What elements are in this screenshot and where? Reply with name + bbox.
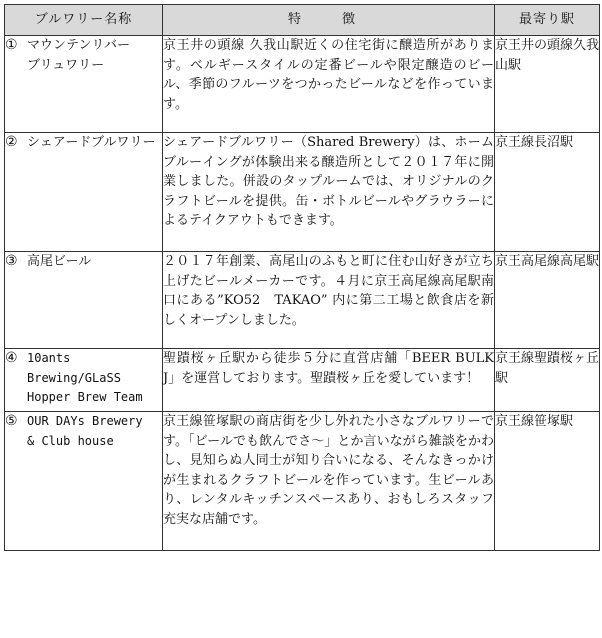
brewery-name: 10ants Brewing/GLaSS Hopper Brew Team [27, 351, 143, 404]
nearest-station: 京王井の頭線久我山駅 [495, 36, 600, 133]
nearest-station: 京王線長沼駅 [495, 133, 600, 252]
brewery-name-cell [5, 412, 163, 551]
table-row [5, 133, 600, 252]
table-row [5, 349, 600, 412]
nearest-station: 京王高尾線高尾駅 [495, 252, 600, 349]
brewery-feature: シェアードブルワリー（Shared Brewery）は、ホームブルーイングが体験出来る醸造所として２０１７年に開業しました。併設のタップルームでは、オリジナルのクラフトビールを提供。缶・ボトルビールやグラウラーによるテイクアウトもできます。 [163, 133, 495, 252]
brewery-name: 高尾ビール [27, 254, 92, 269]
table-header-row [5, 5, 600, 36]
brewery-feature: 京王井の頭線 久我山駅近くの住宅街に醸造所があります。ベルギースタイルの定番ビールや限定醸造のビール、季節のフルーツをつかったビールなどを作っています。 [163, 36, 495, 133]
brewery-feature: ２０１７年創業、高尾山のふもと町に住む山好きが立ち上げたビールメーカーです。４月に京王高尾線高尾駅南口にある”KO52 TAKAO” 内に第二工場と飲食店を新しくオープンしました。 [163, 252, 495, 349]
row-number: ⑤ [5, 413, 18, 429]
brewery-feature: 京王線笹塚駅の商店街を少し外れた小さなブルワリーです。「ビールでも飲んでさ～」とか言いながら雑談をかわし、見知らぬ人同士が知り合いになる、そんなきっかけが生まれるクラフトビールを作っています。生ビールあり、レンタルキッチンスペースあり、おもしろスタッフ充実な店舗です。 [163, 412, 495, 551]
brewery-name: OUR DAYs Brewery & Club house [27, 414, 143, 448]
header-nearest-station: 最寄り駅 [495, 5, 600, 36]
brewery-feature: 聖蹟桜ヶ丘駅から徒歩５分に直営店舗「BEER BULK J」を運営しております。聖蹟桜ヶ丘を愛しています！ [163, 349, 495, 412]
brewery-name-cell [5, 36, 163, 133]
table-row [5, 252, 600, 349]
brewery-name-cell [5, 349, 163, 412]
brewery-table [4, 4, 600, 551]
row-number: ③ [5, 253, 18, 269]
row-number: ④ [5, 350, 18, 366]
nearest-station: 京王線聖蹟桜ヶ丘駅 [495, 349, 600, 412]
table-row [5, 36, 600, 133]
header-feature: 特 徴 [163, 5, 495, 36]
nearest-station: 京王線笹塚駅 [495, 412, 600, 551]
table-row [5, 412, 600, 551]
brewery-name-cell [5, 133, 163, 252]
brewery-name: マウンテンリバー ブリュワリー [27, 38, 130, 73]
header-brewery-name: ブルワリー名称 [5, 5, 163, 36]
row-number: ① [5, 37, 18, 53]
brewery-name: シェアードブルワリー [27, 135, 156, 150]
brewery-name-cell [5, 252, 163, 349]
row-number: ② [5, 134, 18, 150]
